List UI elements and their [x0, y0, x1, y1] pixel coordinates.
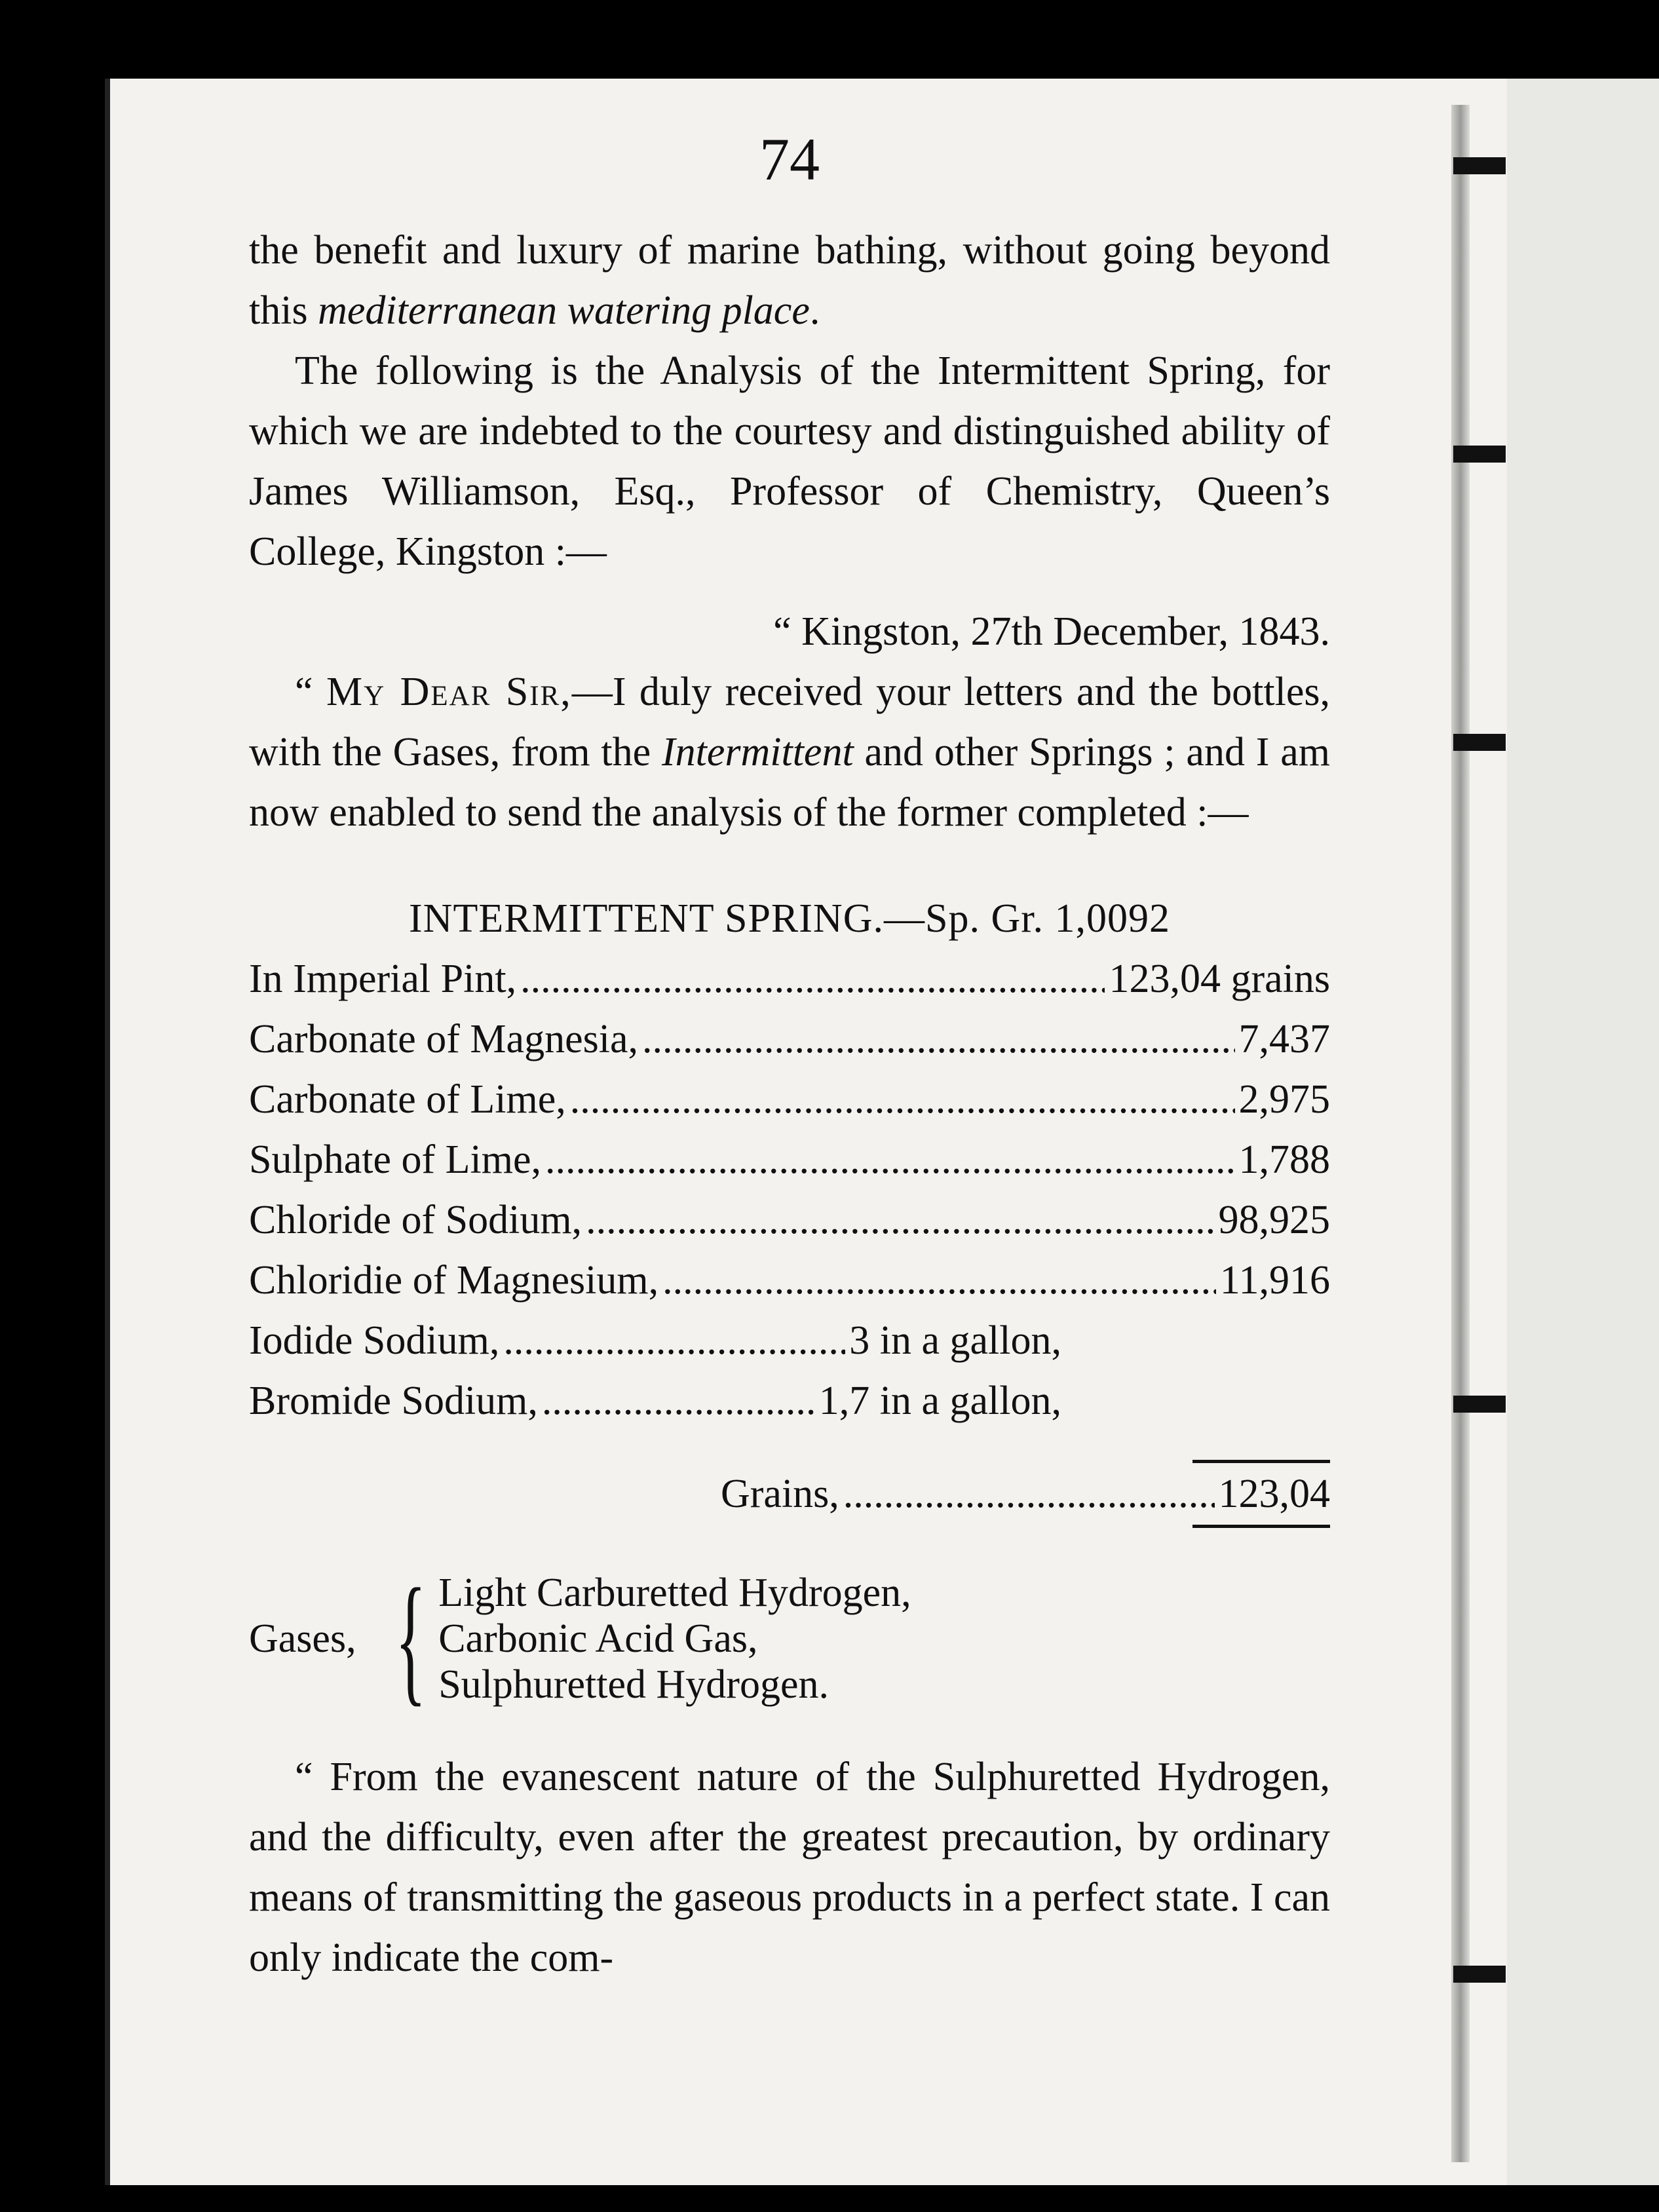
- row-value: 7,437: [1238, 1017, 1330, 1061]
- row-name: Carbonate of Magnesia,: [249, 1017, 638, 1061]
- letter-opening: [249, 662, 1330, 843]
- gases-block: [249, 1559, 1330, 1719]
- row-name: In Imperial Pint,: [249, 957, 517, 1001]
- total-row: [721, 1464, 1330, 1524]
- gas-item: Carbonic Acid Gas,: [438, 1616, 758, 1661]
- row-value: 1,7 in a gallon,: [818, 1379, 1061, 1423]
- row-value: 2,975: [1238, 1077, 1330, 1122]
- brace-icon: {: [394, 1559, 427, 1719]
- row-name: Sulphate of Lime,: [249, 1137, 541, 1182]
- total-value: 123,04: [1218, 1472, 1330, 1516]
- salutation: My Dear Sir,: [326, 670, 572, 714]
- gases-label: Gases,: [249, 1616, 356, 1661]
- analysis-row: [249, 1250, 1330, 1310]
- analysis-row: [249, 1069, 1330, 1130]
- leader-dots: [520, 949, 1105, 1009]
- analysis-row: [249, 1190, 1330, 1250]
- paragraph-analysis-intro: The following is the Analysis of the Intermittent Spring, for which we are indebted to the courtesy and distinguished ability of James Williamson, Esq., Professor of Chemistry, Queen’s College, Kingston :—: [249, 349, 1330, 574]
- binding-thread-mark: [1453, 446, 1506, 463]
- page-number: 74: [759, 126, 820, 193]
- leader-dots: [542, 1371, 815, 1431]
- gases-list: [438, 1570, 911, 1707]
- gas-item: Sulphuretted Hydrogen.: [438, 1662, 829, 1707]
- row-name: Bromide Sodium,: [249, 1379, 538, 1423]
- total-rule-top: [1192, 1460, 1330, 1463]
- letter-text: —I duly received your letters and the bottles, with the Gases, from the: [249, 670, 1330, 774]
- row-name: Iodide Sodium,: [249, 1318, 500, 1363]
- leader-dots: [662, 1250, 1216, 1310]
- total-name: Grains,: [721, 1472, 839, 1516]
- leader-dots: [586, 1190, 1214, 1250]
- letter-text-cont: and other Springs ; and I am now enabled to send the analysis of the former completed :—: [249, 730, 1330, 835]
- row-value: 123,04 grains: [1109, 957, 1330, 1001]
- leader-dots: [642, 1009, 1235, 1069]
- row-value: 98,925: [1218, 1198, 1330, 1242]
- leader-dots: [503, 1310, 845, 1371]
- binding-thread-mark: [1453, 734, 1506, 751]
- letter-dateline: “ Kingston, 27th December, 1843.: [773, 609, 1330, 654]
- open-quote: “: [295, 670, 326, 714]
- row-value: 1,788: [1238, 1137, 1330, 1182]
- gas-item: Light Carburetted Hydrogen,: [438, 1571, 911, 1615]
- page-content: [249, 124, 1330, 1988]
- binding-thread-mark: [1453, 157, 1506, 174]
- italic-spring-name: Intermittent: [661, 730, 854, 774]
- leader-dots: [843, 1464, 1215, 1524]
- page-binding-edge: [1451, 105, 1470, 2162]
- paragraph-text: the benefit and luxury of marine bathing, without going beyond this: [249, 228, 1330, 333]
- total-block: [249, 1464, 1330, 1524]
- analysis-heading: INTERMITTENT SPRING.—Sp. Gr. 1,0092: [409, 896, 1170, 941]
- italic-phrase: mediterranean watering place: [318, 288, 810, 333]
- analysis-table: [249, 949, 1330, 1431]
- leader-dots: [570, 1069, 1235, 1130]
- facing-page-edge: [1507, 79, 1659, 2185]
- row-name: Chloride of Sodium,: [249, 1198, 582, 1242]
- binding-thread-mark: [1453, 1396, 1506, 1413]
- total-rule-bottom: [1192, 1525, 1330, 1528]
- row-value: 11,916: [1219, 1258, 1330, 1303]
- analysis-row: [249, 1130, 1330, 1190]
- binding-thread-mark: [1453, 1966, 1506, 1983]
- analysis-row: [249, 1009, 1330, 1069]
- paragraph-end: .: [809, 288, 820, 333]
- analysis-row: [249, 1371, 1061, 1431]
- row-value: 3 in a gallon,: [849, 1318, 1061, 1363]
- leader-dots: [545, 1130, 1235, 1190]
- row-name: Chloridie of Magnesium,: [249, 1258, 659, 1303]
- analysis-row: [249, 1310, 1061, 1371]
- row-name: Carbonate of Lime,: [249, 1077, 566, 1122]
- analysis-row: [249, 949, 1330, 1009]
- paragraph-evanescent: “ From the evanescent nature of the Sulphuretted Hydrogen, and the difficulty, even after the greatest precaution, by ordinary means of transmitting the gaseous products in a perfect state. I can only indicate the com-: [249, 1755, 1330, 1980]
- paragraph-marine-bathing: [249, 220, 1330, 341]
